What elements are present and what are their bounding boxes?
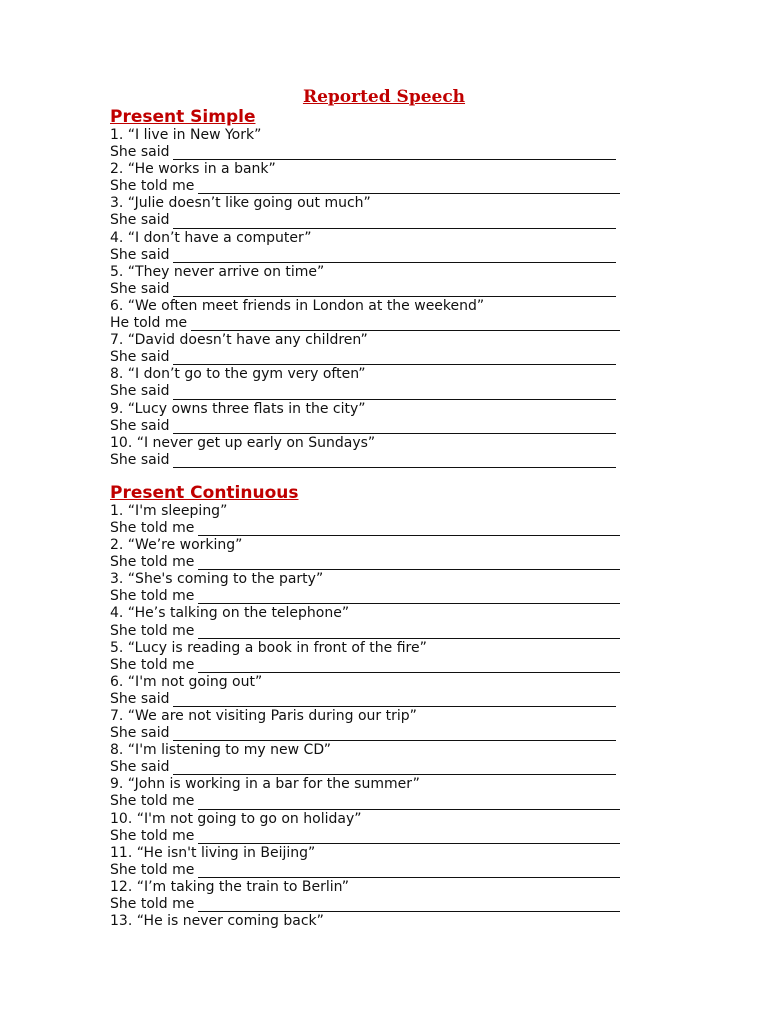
- answer-blank-line[interactable]: [198, 864, 620, 878]
- reporting-phrase: She said: [110, 759, 170, 776]
- reporting-phrase: She told me: [110, 656, 195, 673]
- answer-blank-line[interactable]: [198, 180, 620, 194]
- question-prompt: 2. “He works in a bank”: [110, 161, 276, 178]
- question-prompt: 2. “We’re working”: [110, 537, 243, 554]
- answer-blank-line[interactable]: [198, 590, 620, 604]
- question-prompt: 6. “We often meet friends in London at the weekend”: [110, 297, 485, 314]
- reporting-phrase: She told me: [110, 519, 195, 536]
- question-prompt: 11. “He isn't living in Beijing”: [110, 844, 316, 861]
- answer-blank-line[interactable]: [173, 454, 616, 468]
- question-prompt: 4. “I don’t have a computer”: [110, 229, 312, 246]
- answer-row: [110, 178, 630, 195]
- reporting-phrase: She said: [110, 280, 170, 297]
- answer-blank-line[interactable]: [198, 556, 620, 570]
- answer-row: [110, 657, 630, 674]
- answer-blank-line[interactable]: [198, 796, 620, 810]
- reporting-phrase: She said: [110, 690, 170, 707]
- reporting-phrase: She said: [110, 417, 170, 434]
- worksheet-section: [110, 484, 630, 930]
- answer-blank-line[interactable]: [191, 317, 620, 331]
- answer-blank-line[interactable]: [173, 215, 616, 229]
- answer-blank-line[interactable]: [173, 727, 616, 741]
- answer-blank-line[interactable]: [173, 420, 616, 434]
- question-prompt: 3. “Julie doesn’t like going out much”: [110, 195, 371, 212]
- answer-blank-line[interactable]: [173, 761, 616, 775]
- reporting-phrase: She said: [110, 246, 170, 263]
- reporting-phrase: She told me: [110, 588, 195, 605]
- question-prompt: 1. “I'm sleeping”: [110, 502, 228, 519]
- question-prompt: 9. “Lucy owns three flats in the city”: [110, 400, 366, 417]
- reporting-phrase: She told me: [110, 861, 195, 878]
- answer-row: [110, 520, 630, 537]
- answer-row: [110, 212, 630, 229]
- question-prompt: 12. “I’m taking the train to Berlin”: [110, 878, 349, 895]
- reporting-phrase: She said: [110, 212, 170, 229]
- reporting-phrase: She said: [110, 383, 170, 400]
- question-prompt: 5. “Lucy is reading a book in front of the fire”: [110, 639, 427, 656]
- question-prompt: 10. “I never get up early on Sundays”: [110, 434, 376, 451]
- reporting-phrase: She said: [110, 451, 170, 468]
- section-heading: Present Continuous: [110, 482, 299, 503]
- answer-blank-line[interactable]: [173, 146, 616, 160]
- reporting-phrase: She said: [110, 144, 170, 161]
- answer-row: [110, 349, 630, 366]
- answer-blank-line[interactable]: [198, 898, 620, 912]
- reporting-phrase: She said: [110, 725, 170, 742]
- question-prompt: 8. “I'm listening to my new CD”: [110, 742, 331, 759]
- answer-blank-line[interactable]: [173, 249, 616, 263]
- reporting-phrase: She told me: [110, 622, 195, 639]
- reporting-phrase: She told me: [110, 554, 195, 571]
- answer-blank-line[interactable]: [173, 386, 616, 400]
- answer-row: [110, 862, 630, 879]
- question-prompt: 7. “We are not visiting Paris during our trip”: [110, 708, 417, 724]
- answer-row: [110, 793, 630, 810]
- answer-row: [110, 759, 630, 776]
- question-prompt: 10. “I'm not going to go on holiday”: [110, 810, 362, 827]
- reporting-phrase: She told me: [110, 793, 195, 810]
- question-prompt: 3. “She's coming to the party”: [110, 571, 324, 588]
- answer-row: [110, 554, 630, 571]
- reporting-phrase: She told me: [110, 178, 195, 195]
- reporting-phrase: She said: [110, 349, 170, 366]
- answer-row: [110, 588, 630, 605]
- answer-row: [110, 452, 630, 469]
- answer-blank-line[interactable]: [173, 283, 616, 297]
- answer-row: [110, 315, 630, 332]
- answer-row: [110, 144, 630, 161]
- answer-row: [110, 725, 630, 742]
- answer-blank-line[interactable]: [173, 351, 616, 365]
- question-prompt: 5. “They never arrive on time”: [110, 263, 325, 280]
- question-prompt: 4. “He’s talking on the telephone”: [110, 605, 350, 622]
- answer-blank-line[interactable]: [198, 830, 620, 844]
- section-heading: Present Simple: [110, 107, 256, 127]
- question-prompt: 6. “I'm not going out”: [110, 673, 263, 690]
- question-prompt: 1. “I live in New York”: [110, 127, 262, 143]
- answer-row: [110, 896, 630, 913]
- answer-blank-line[interactable]: [198, 522, 620, 536]
- reporting-phrase: He told me: [110, 315, 188, 332]
- question-prompt: 7. “David doesn’t have any children”: [110, 332, 368, 349]
- answer-row: [110, 281, 630, 298]
- answer-row: [110, 623, 630, 640]
- worksheet-title: Reported Speech: [302, 87, 466, 107]
- question-prompt: 9. “John is working in a bar for the summer”: [110, 776, 420, 793]
- answer-blank-line[interactable]: [198, 659, 620, 673]
- worksheet-content: [110, 108, 630, 930]
- answer-blank-line[interactable]: [198, 625, 620, 639]
- answer-row: [110, 247, 630, 264]
- reporting-phrase: She told me: [110, 827, 195, 844]
- reporting-phrase: She told me: [110, 896, 195, 913]
- answer-row: [110, 828, 630, 845]
- worksheet-section: [110, 108, 630, 469]
- question-prompt: 8. “I don’t go to the gym very often”: [110, 366, 366, 383]
- answer-row: [110, 691, 630, 708]
- question-prompt: 13. “He is never coming back”: [110, 913, 324, 930]
- answer-row: [110, 418, 630, 435]
- answer-blank-line[interactable]: [173, 693, 616, 707]
- answer-row: [110, 383, 630, 400]
